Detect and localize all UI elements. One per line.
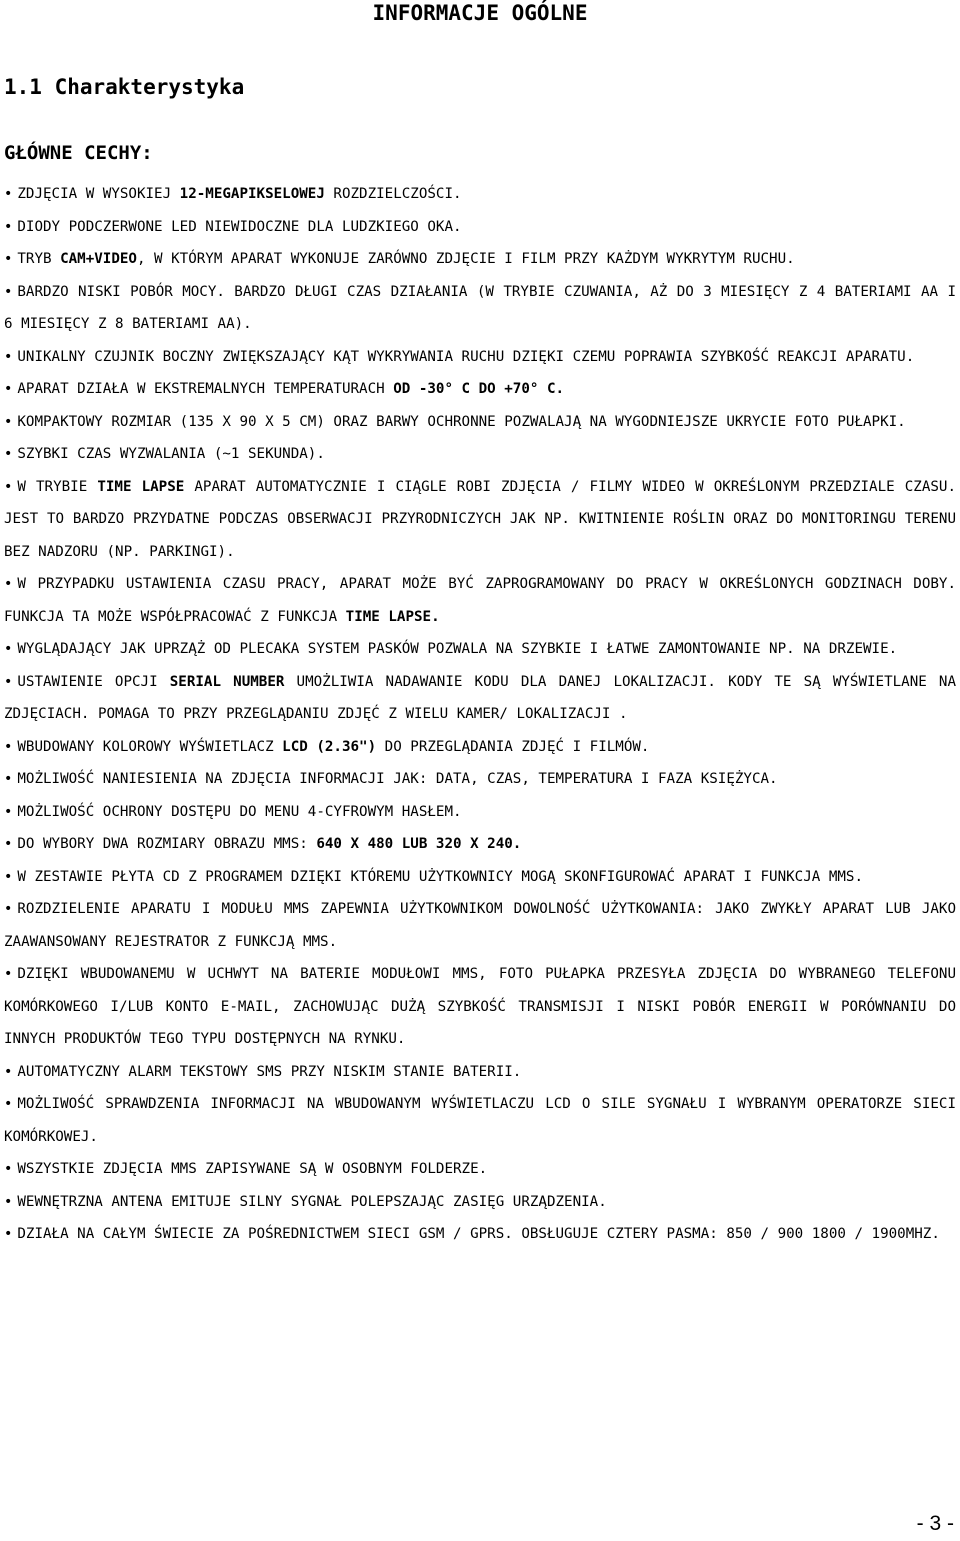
feature-text: W ZESTAWIE PŁYTA CD Z PROGRAMEM DZIĘKI KTÓREMU UŻYTKOWNICY MOGĄ SKONFIGUROWAĆ APARAT I FUNKCJA MMS.: [17, 868, 863, 885]
bullet-icon: •: [4, 836, 13, 852]
feature-text: APARAT AUTOMATYCZNIE I CIĄGLE ROBI ZDJĘCIA / FILMY WIDEO W OKREŚLONYM PRZEDZIALE CZASU. JEST TO BARDZO PRZYDATNE PODCZAS OBSERWACJI PRZYRODNICZYCH JAK NP. KWITNIENIE ROŚLIN ORAZ DO MONITORINGU TERENU BEZ NADZORU (NP. PARKINGI).: [4, 478, 957, 560]
subsection-title: GŁÓWNE CECHY:: [4, 142, 153, 164]
feature-text-bold: LCD (2.36"): [282, 738, 377, 755]
feature-text: APARAT DZIAŁA W EKSTREMALNYCH TEMPERATURACH: [17, 381, 394, 397]
feature-text: MOŻLIWOŚĆ SPRAWDZENIA INFORMACJI NA WBUDOWANYM WYŚWIETLACZU LCD O SILE SYGNAŁU I WYBRANYM OPERATORZE SIECI KOMÓRKOWEJ.: [4, 1096, 956, 1145]
feature-text: DIODY PODCZERWONE LED NIEWIDOCZNE DLA LUDZKIEGO OKA.: [17, 218, 462, 235]
feature-item: [4, 178, 956, 211]
feature-text: WSZYSTKIE ZDJĘCIA MMS ZAPISYWANE SĄ W OSOBNYM FOLDERZE.: [17, 1161, 488, 1177]
feature-text: UMOŻLIWIA NADAWANIE KODU DLA DANEJ LOKALIZACJI. KODY TE SĄ WYŚWIETLANE NA ZDJĘCIACH. POMAGA TO PRZY PRZEGLĄDANIU ZDJĘĆ Z WIELU KAMER/ LOKALIZACJI .: [4, 673, 956, 722]
feature-item: [4, 568, 956, 633]
bullet-icon: •: [4, 803, 13, 820]
feature-item: [4, 471, 956, 569]
section-title: 1.1 Charakterystyka: [4, 75, 245, 99]
feature-text-bold: OD -30° C DO +70° C.: [393, 381, 565, 397]
bullet-icon: •: [4, 1161, 13, 1177]
feature-text: DZIĘKI WBUDOWANEMU W UCHWYT NA BATERIE MODUŁOWI MMS, FOTO PUŁAPKA PRZESYŁA ZDJĘCIA DO WYBRANEGO TELEFONU KOMÓRKOWEGO I/LUB KONTO E-MAIL, ZACHOWUJĄC DUŻĄ SZYBKOŚĆ TRANSMISJI I NISKI POBÓR ENERGII W PORÓWNANIU DO INNYCH PRODUKTÓW TEGO TYPU DOSTĘPNYCH NA RYNKU.: [4, 966, 956, 1047]
feature-text: TRYB: [17, 251, 61, 267]
bullet-icon: •: [4, 1193, 13, 1210]
feature-list: [4, 178, 956, 1251]
feature-text: DO WYBORY DWA ROZMIARY OBRAZU MMS:: [17, 836, 317, 852]
bullet-icon: •: [4, 218, 13, 235]
feature-item: [4, 341, 956, 374]
feature-item: [4, 763, 956, 796]
bullet-icon: •: [4, 381, 13, 397]
feature-text: AUTOMATYCZNY ALARM TEKSTOWY SMS PRZY NISKIM STANIE BATERII.: [17, 1063, 522, 1080]
feature-item: [4, 731, 956, 764]
feature-item: [4, 828, 956, 861]
bullet-icon: •: [4, 771, 13, 787]
feature-text: KOMPAKTOWY ROZMIAR (135 X 90 X 5 CM) ORAZ BARWY OCHRONNE POZWALAJĄ NA WYGODNIEJSZE UKRYCIE FOTO PUŁAPKI.: [17, 413, 906, 430]
feature-text: WEWNĘTRZNA ANTENA EMITUJE SILNY SYGNAŁ POLEPSZAJĄC ZASIĘG URZĄDZENIA.: [17, 1193, 607, 1210]
feature-item: [4, 861, 956, 894]
feature-item: [4, 633, 956, 666]
feature-text: ZDJĘCIA W WYSOKIEJ: [17, 186, 180, 202]
feature-item: [4, 1218, 956, 1251]
bullet-icon: •: [4, 413, 13, 430]
feature-text: ROZDZIELCZOŚCI.: [324, 186, 462, 202]
feature-text: WYGLĄDAJĄCY JAK UPRZĄŻ OD PLECAKA SYSTEM PASKÓW POZWALA NA SZYBKIE I ŁATWE ZAMONTOWANIE NP. NA DRZEWIE.: [17, 641, 898, 657]
feature-item: [4, 211, 956, 244]
bullet-icon: •: [4, 641, 13, 657]
feature-text: DZIAŁA NA CAŁYM ŚWIECIE ZA POŚREDNICTWEM SIECI GSM / GPRS. OBSŁUGUJE CZTERY PASMA: 850 / 900 1800 / 1900MHZ.: [17, 1226, 940, 1242]
bullet-icon: •: [4, 966, 13, 982]
feature-text: DO PRZEGLĄDANIA ZDJĘĆ I FILMÓW.: [376, 738, 650, 755]
feature-text: ROZDZIELENIE APARATU I MODUŁU MMS ZAPEWNIA UŻYTKOWNIKOM DOWOLNOŚĆ UŻYTKOWANIA: JAKO ZWYKŁY APARAT LUB JAKO ZAAWANSOWANY REJESTRATOR Z FUNKCJĄ MMS.: [4, 901, 956, 950]
feature-text-bold: 12-MEGAPIKSELOWEJ: [179, 186, 325, 202]
bullet-icon: •: [4, 1226, 13, 1242]
bullet-icon: •: [4, 673, 13, 690]
feature-text: SZYBKI CZAS WYZWALANIA (~1 SEKUNDA).: [17, 446, 325, 462]
feature-item: [4, 958, 956, 1056]
bullet-icon: •: [4, 1096, 13, 1112]
feature-text: USTAWIENIE OPCJI: [17, 673, 170, 690]
feature-item: [4, 1153, 956, 1186]
bullet-icon: •: [4, 1063, 13, 1080]
feature-item: [4, 406, 956, 439]
bullet-icon: •: [4, 868, 13, 885]
page-number: - 3 -: [916, 1512, 954, 1535]
bullet-icon: •: [4, 251, 13, 267]
document-title: INFORMACJE OGÓLNE: [372, 1, 588, 25]
feature-text-bold: 640 X 480 LUB 320 X 240.: [316, 836, 522, 852]
bullet-icon: •: [4, 186, 13, 202]
feature-text-bold: SERIAL NUMBER: [169, 673, 285, 690]
bullet-icon: •: [4, 478, 13, 495]
feature-item: [4, 893, 956, 958]
feature-text: MOŻLIWOŚĆ OCHRONY DOSTĘPU DO MENU 4-CYFROWYM HASŁEM.: [17, 803, 462, 820]
feature-text: W TRYBIE: [17, 478, 98, 495]
feature-item: [4, 276, 956, 341]
bullet-icon: •: [4, 901, 13, 917]
feature-text-bold: TIME LAPSE.: [345, 608, 440, 625]
feature-text: WBUDOWANY KOLOROWY WYŚWIETLACZ: [17, 738, 283, 755]
feature-item: [4, 796, 956, 829]
feature-text: , W KTÓRYM APARAT WYKONUJE ZARÓWNO ZDJĘCIE I FILM PRZY KAŻDYM WYKRYTYM RUCHU.: [136, 251, 795, 267]
feature-text: BARDZO NISKI POBÓR MOCY. BARDZO DŁUGI CZAS DZIAŁANIA (W TRYBIE CZUWANIA, AŻ DO 3 MIESIĘCY Z 4 BATERIAMI AA I 6 MIESIĘCY Z 8 BATERIAMI AA).: [4, 283, 956, 332]
feature-item: [4, 1186, 956, 1219]
feature-text-bold: TIME LAPSE: [97, 478, 185, 495]
feature-item: [4, 1088, 956, 1153]
bullet-icon: •: [4, 348, 13, 365]
feature-item: [4, 438, 956, 471]
feature-item: [4, 243, 956, 276]
feature-text: W PRZYPADKU USTAWIENIA CZASU PRACY, APARAT MOŻE BYĆ ZAPROGRAMOWANY DO PRACY W OKREŚLONYCH GODZINACH DOBY. FUNKCJA TA MOŻE WSPÓŁPRACOWAĆ Z FUNKCJA: [4, 576, 956, 625]
feature-item: [4, 373, 956, 406]
bullet-icon: •: [4, 738, 13, 755]
bullet-icon: •: [4, 576, 13, 592]
feature-text: MOŻLIWOŚĆ NANIESIENIA NA ZDJĘCIA INFORMACJI JAK: DATA, CZAS, TEMPERATURA I FAZA KSIĘŻYCA.: [17, 771, 778, 787]
feature-text: UNIKALNY CZUJNIK BOCZNY ZWIĘKSZAJĄCY KĄT WYKRYWANIA RUCHU DZIĘKI CZEMU POPRAWIA SZYBKOŚĆ REAKCJI APARATU.: [17, 348, 915, 365]
feature-text-bold: CAM+VIDEO: [60, 251, 137, 267]
feature-item: [4, 666, 956, 731]
bullet-icon: •: [4, 283, 13, 300]
bullet-icon: •: [4, 446, 13, 462]
feature-item: [4, 1056, 956, 1089]
